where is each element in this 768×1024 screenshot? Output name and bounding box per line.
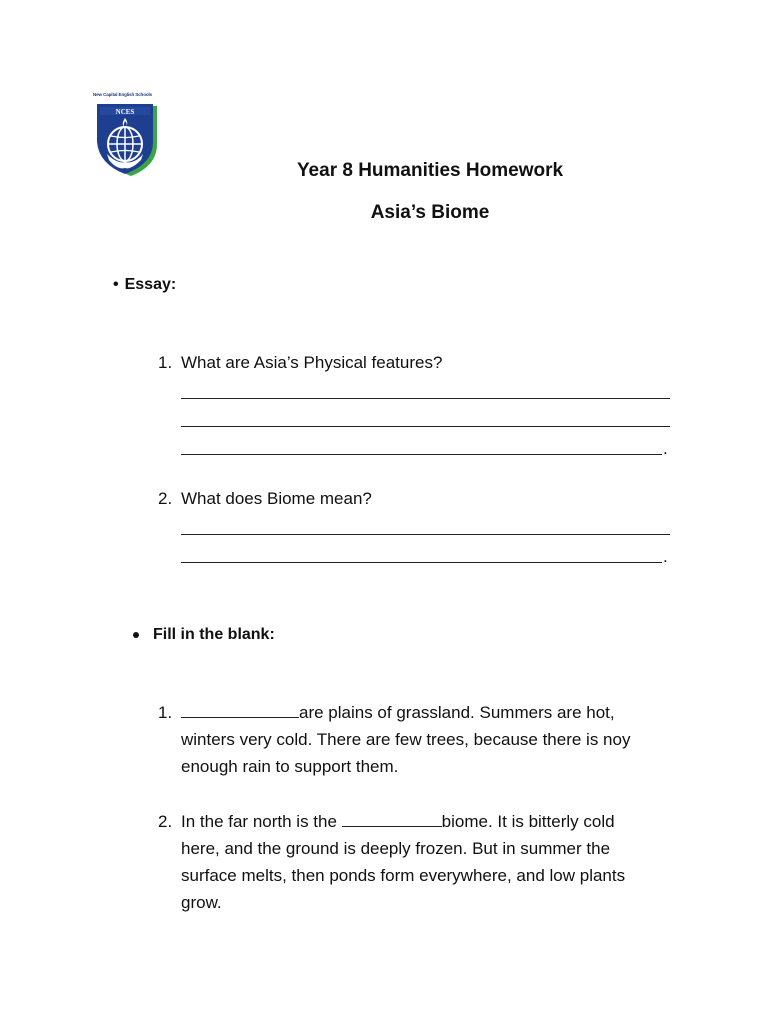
line-end-period: . <box>663 547 668 566</box>
fill-in-heading <box>133 626 275 644</box>
logo-caption: New Capital English Schools <box>93 92 153 97</box>
question-text: What does Biome mean? <box>181 489 372 508</box>
fill-blank[interactable] <box>342 809 442 827</box>
answer-line[interactable] <box>181 385 670 399</box>
answer-line[interactable] <box>181 441 662 455</box>
item-text-line: grow. <box>181 893 222 912</box>
item-text-line: surface melts, then ponds form everywhere, and low plants <box>181 866 626 885</box>
page-title: Year 8 Humanities Homework <box>296 160 564 181</box>
question-number: 1. <box>158 353 173 372</box>
shield-globe-icon <box>95 102 161 178</box>
item-number: 1. <box>158 703 173 722</box>
question-text: What are Asia’s Physical features? <box>181 353 443 372</box>
essay-heading <box>113 276 176 294</box>
essay-heading-label: Essay: <box>124 276 177 293</box>
item-text-line: enough rain to support them. <box>181 757 399 776</box>
answer-line[interactable] <box>181 549 662 563</box>
page-subtitle: Asia’s Biome <box>370 202 490 223</box>
item-number: 2. <box>158 812 173 831</box>
item-text-line: here, and the ground is deeply frozen. But in summer the <box>181 839 611 858</box>
bullet: • <box>113 276 119 293</box>
bullet-dot <box>133 632 139 638</box>
item-text-after-blank: biome. It is bitterly cold <box>441 812 615 831</box>
fill-blank[interactable] <box>181 700 299 718</box>
line-end-period: . <box>663 439 668 458</box>
fill-in-heading-label: Fill in the blank: <box>153 626 275 643</box>
item-text-before-blank: In the far north is the <box>181 812 342 831</box>
item-text-line: winters very cold. There are few trees, because there is noy <box>181 730 631 749</box>
answer-line[interactable] <box>181 413 670 427</box>
school-logo <box>93 92 163 180</box>
item-text-after-blank: are plains of grassland. Summers are hot, <box>299 703 615 722</box>
answer-line[interactable] <box>181 521 670 535</box>
svg-text:NCES: NCES <box>115 108 135 116</box>
question-number: 2. <box>158 489 173 508</box>
